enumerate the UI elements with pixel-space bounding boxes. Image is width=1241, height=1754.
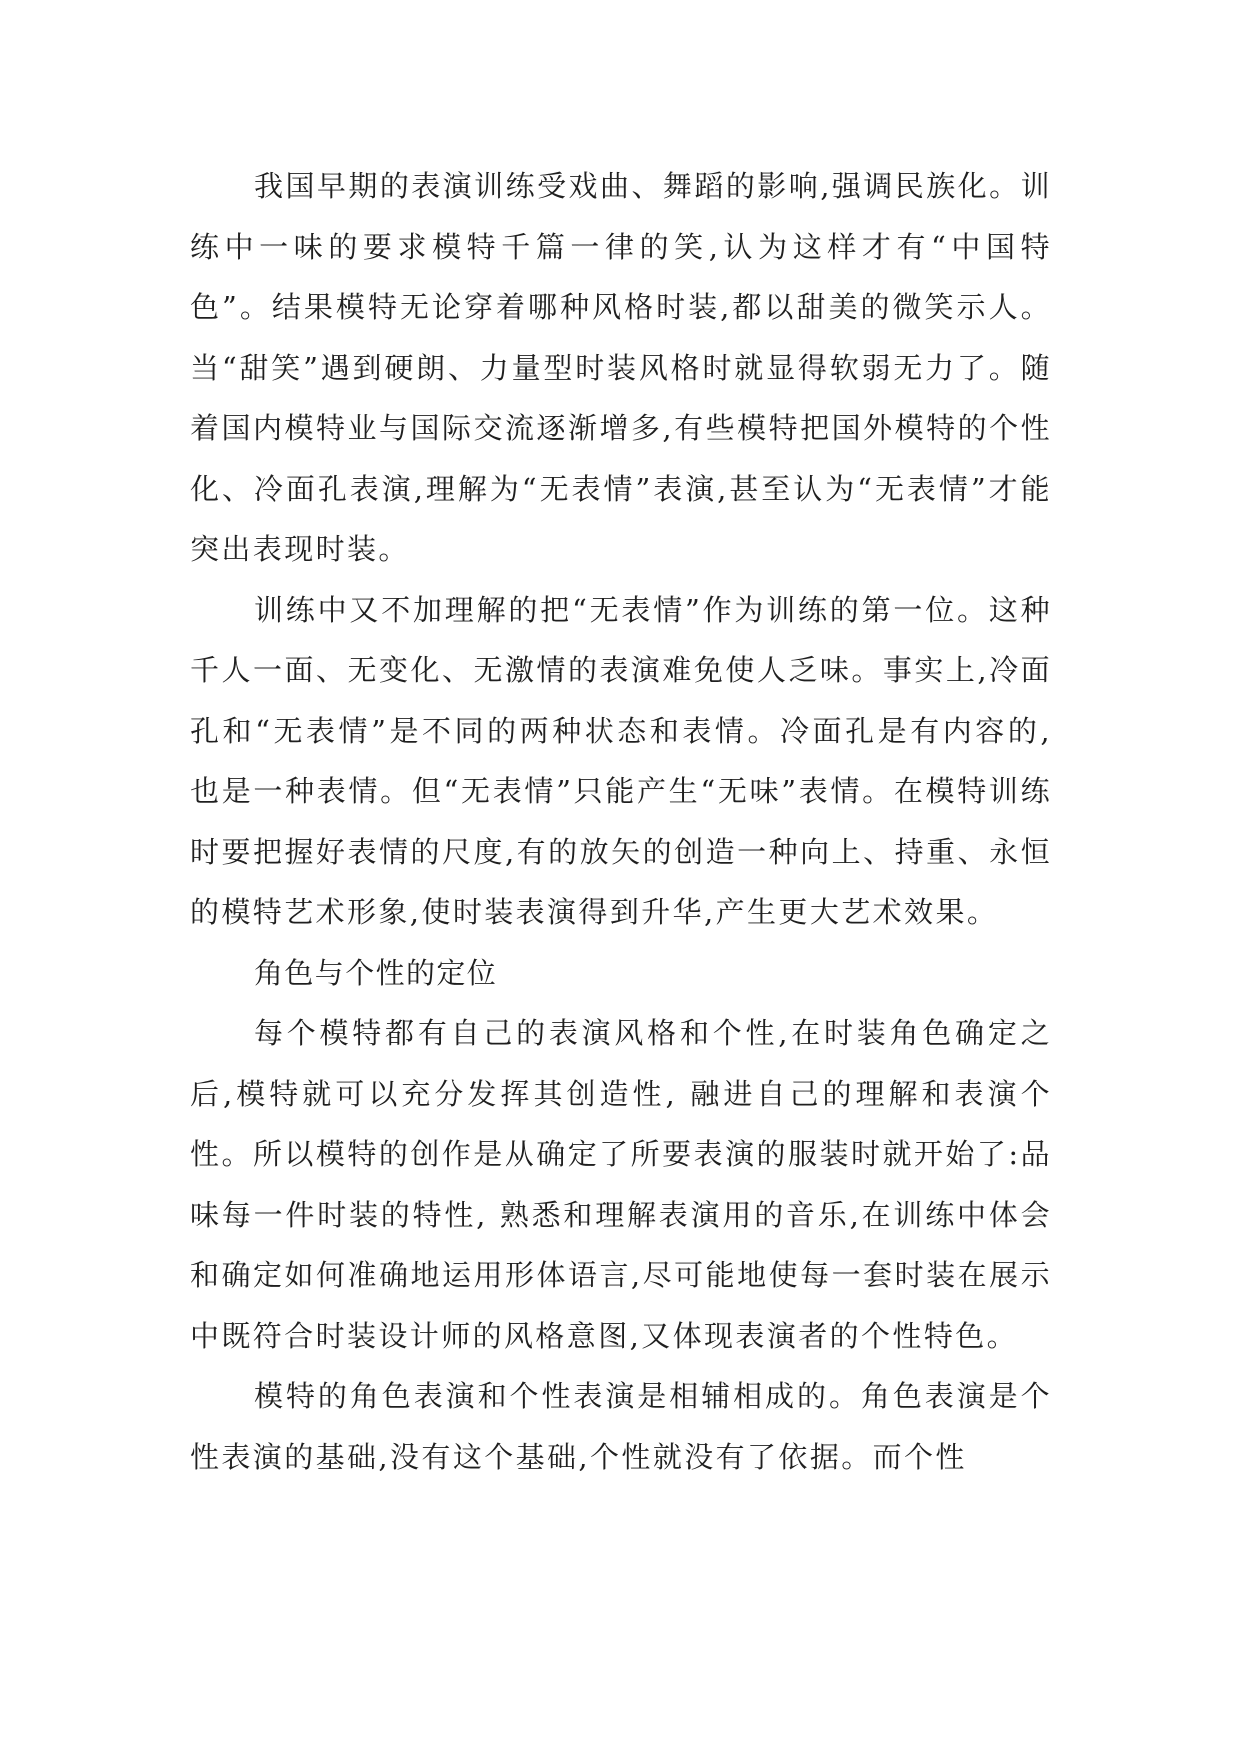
paragraph-no-expression: 训练中又不加理解的把“无表情”作为训练的第一位。这种千人一面、无变化、无激情的表演难免使人乏味。事实上,冷面孔和“无表情”是不同的两种状态和表情。冷面孔是有内容的,也是一种表情。但“无表情”只能产生“无味”表情。在模特训练时要把握好表情的尺度,有的放矢的创造一种向上、持重、永恒的模特艺术形象,使时装表演得到升华,产生更大艺术效果。 [190, 592, 1052, 929]
paragraph-early-training: 我国早期的表演训练受戏曲、舞蹈的影响,强调民族化。训练中一味的要求模特千篇一律的笑,认为这样才有“中国特色”。结果模特无论穿着哪种风格时装,都以甜美的微笑示人。当“甜笑”遇到硬朗、力量型时装风格时就显得软弱无力了。随着国内模特业与国际交流逐渐增多,有些模特把国外模特的个性化、冷面孔表演,理解为“无表情”表演,甚至认为“无表情”才能突出表现时装。 [190, 169, 1052, 566]
section-heading: 角色与个性的定位 [254, 955, 498, 990]
paragraph-role-and-personality: 模特的角色表演和个性表演是相辅相成的。角色表演是个性表演的基础,没有这个基础,个性就没有了依据。而个性 [190, 1379, 1052, 1474]
paragraph-personal-style: 每个模特都有自己的表演风格和个性,在时装角色确定之后,模特就可以充分发挥其创造性, 融进自己的理解和表演个性。所以模特的创作是从确定了所要表演的服装时就开始了:品味每一件时装的特性, 熟悉和理解表演用的音乐,在训练中体会和确定如何准确地运用形体语言,尽可能地使每一套时装在展示中既符合时装设计师的风格意图,又体现表演者的个性特色。 [190, 1016, 1052, 1353]
document-page [190, 156, 1052, 1487]
